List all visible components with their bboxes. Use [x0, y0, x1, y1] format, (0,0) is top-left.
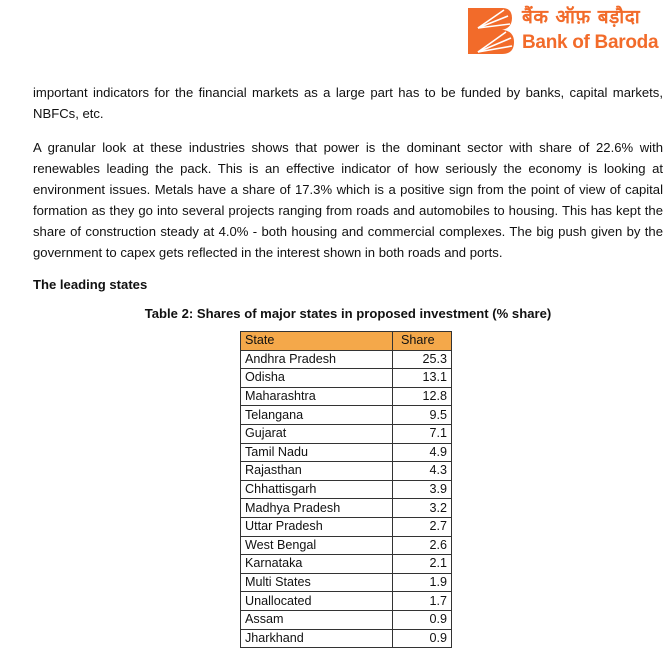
- share-value-cell: 4.3: [393, 462, 452, 481]
- state-name-cell: Madhya Pradesh: [241, 499, 393, 518]
- table-body: [241, 350, 452, 648]
- share-value-cell: 1.7: [393, 592, 452, 611]
- state-name-cell: Tamil Nadu: [241, 443, 393, 462]
- share-value-cell: 12.8: [393, 387, 452, 406]
- share-value-cell: 2.1: [393, 555, 452, 574]
- state-name-cell: Gujarat: [241, 424, 393, 443]
- column-header-state: State: [241, 332, 393, 351]
- table-row: [241, 350, 452, 369]
- column-header-share: Share: [393, 332, 452, 351]
- state-name-cell: Andhra Pradesh: [241, 350, 393, 369]
- table-row: [241, 462, 452, 481]
- logo-english-text: Bank of Baroda: [522, 32, 659, 53]
- share-value-cell: 7.1: [393, 424, 452, 443]
- table-row: [241, 517, 452, 536]
- share-value-cell: 3.2: [393, 499, 452, 518]
- share-value-cell: 2.6: [393, 536, 452, 555]
- state-name-cell: Jharkhand: [241, 629, 393, 648]
- table-row: [241, 610, 452, 629]
- share-value-cell: 0.9: [393, 629, 452, 648]
- state-name-cell: Telangana: [241, 406, 393, 425]
- bank-logo: [462, 4, 658, 58]
- state-name-cell: Rajasthan: [241, 462, 393, 481]
- table-row: [241, 406, 452, 425]
- state-name-cell: Maharashtra: [241, 387, 393, 406]
- state-name-cell: Karnataka: [241, 555, 393, 574]
- table-row: [241, 424, 452, 443]
- table-row: [241, 499, 452, 518]
- share-value-cell: 0.9: [393, 610, 452, 629]
- share-value-cell: 9.5: [393, 406, 452, 425]
- table-row: [241, 629, 452, 648]
- table-row: [241, 369, 452, 388]
- bank-of-baroda-logo-icon: [462, 4, 516, 58]
- paragraph-1: important indicators for the financial markets as a large part has to be funded by banks, capital markets, NBFCs, etc.: [33, 85, 663, 121]
- state-name-cell: West Bengal: [241, 536, 393, 555]
- states-table: [240, 331, 452, 648]
- state-name-cell: Unallocated: [241, 592, 393, 611]
- share-value-cell: 4.9: [393, 443, 452, 462]
- logo-hindi-text: बैंक ऑफ़ बड़ौदा: [522, 6, 641, 28]
- table-row: [241, 555, 452, 574]
- share-value-cell: 25.3: [393, 350, 452, 369]
- table-caption: Table 2: Shares of major states in proposed investment (% share): [144, 306, 552, 321]
- document-body: [33, 82, 663, 648]
- table-row: [241, 480, 452, 499]
- table-header-row: [241, 332, 452, 351]
- share-value-cell: 2.7: [393, 517, 452, 536]
- state-name-cell: Chhattisgarh: [241, 480, 393, 499]
- state-name-cell: Assam: [241, 610, 393, 629]
- share-value-cell: 1.9: [393, 573, 452, 592]
- table-row: [241, 573, 452, 592]
- table-row: [241, 443, 452, 462]
- paragraph-2: A granular look at these industries shows that power is the dominant sector with share of 22.6% with renewables leading the pack. This is an effective indicator of how seriously the economy is looking at environment issues. Metals have a share of 17.3% which is a positive sign from the point of view of capital formation as they go into several projects ranging from roads and automobiles to housing. This has kept the share of construction steady at 4.0% - both housing and commercial complexes. The big push given by the government to capex gets reflected in the interest shown in both roads and ports.: [33, 140, 663, 260]
- state-name-cell: Multi States: [241, 573, 393, 592]
- state-name-cell: Uttar Pradesh: [241, 517, 393, 536]
- table-row: [241, 592, 452, 611]
- section-heading: The leading states: [33, 277, 148, 292]
- table-row: [241, 387, 452, 406]
- table-row: [241, 536, 452, 555]
- share-value-cell: 3.9: [393, 480, 452, 499]
- share-value-cell: 13.1: [393, 369, 452, 388]
- state-name-cell: Odisha: [241, 369, 393, 388]
